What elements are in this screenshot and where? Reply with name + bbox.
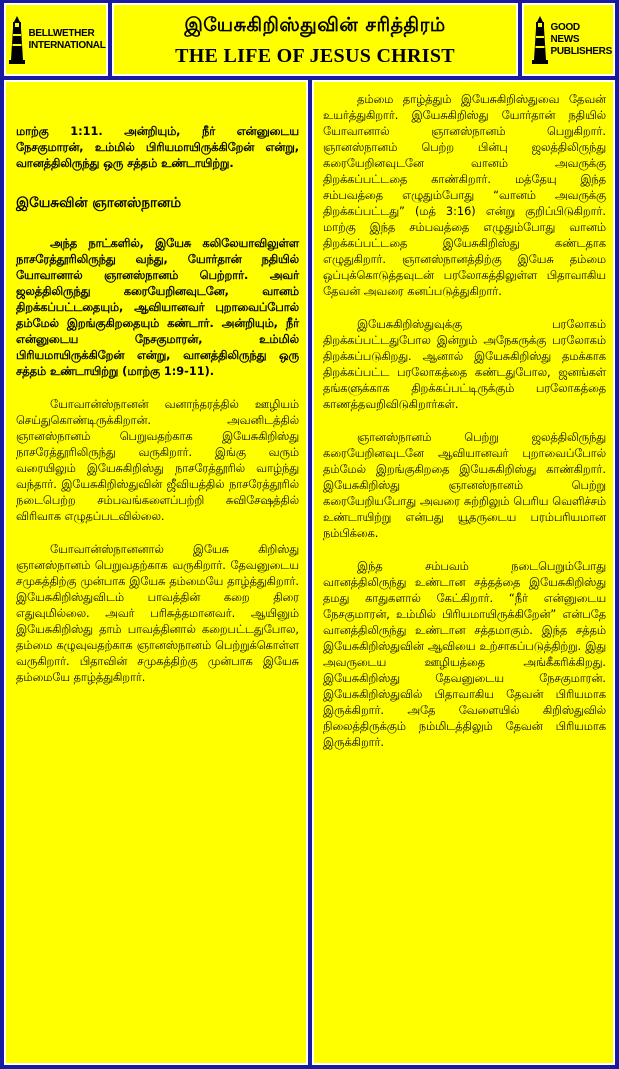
left-column bbox=[4, 80, 308, 1065]
bellwether-logo-panel bbox=[4, 3, 108, 76]
lighthouse-icon bbox=[7, 14, 27, 66]
left-paragraph-2: யோவான்ஸ்நானனால் இயேசு கிறிஸ்து ஞானஸ்நானம் பெறுவதற்காக வருகிறார். தேவனுடைய சமுகத்திற்கு முன்பாக இயேசு தம்மையே தாழ்த்துகிறார். இயேசுகிறிஸ்துவிடம் பாவத்தின் கறை திரை எதுவுமில்லை. அவர் பரிசுத்தமானவர். ஆயினும் இயேசுகிறிஸ்து தாம் பாவத்தினால் கறைபட்டதுபோல, தம்மை கழுவுவதற்காக ஞானஸ்நானம் பெற்றுக்கொள்ள வருகிறார். பிதாவின் சமுகத்திற்கு முன்பாக இயேசு தம்மையே தாழ்த்துகிறார். bbox=[16, 543, 299, 684]
good-news-logo-panel bbox=[522, 3, 615, 76]
left-paragraph-1: யோவான்ஸ்நானன் வனாந்தரத்தில் ஊழியம் செய்துகொண்டிருக்கிறான். அவனிடத்தில் ஞானஸ்நானம் பெறுவதற்காக இயேசுகிறிஸ்து நாசரேத்தூரிலிருந்து வருகிறார். இங்கு வரும் வரையிலும் இயேசுகிறிஸ்து நாசரேத்தூரில் வாழ்ந்து வந்தார். இயேசுகிறிஸ்துவின் ஜீவியத்தில் நாசரேத்தூரில் நடைபெற்ற சம்பவங்களைப்பற்றி சுவிசேஷத்தில் விரிவாக எழுதப்படவில்லை. bbox=[16, 398, 299, 523]
bellwether-logo bbox=[6, 5, 106, 74]
bellwether-logo-text: BELLWETHER INTERNATIONAL bbox=[28, 27, 106, 51]
scripture-passage: அந்த நாட்களில், இயேசு கலிலேயாவிலுள்ள நாசரேத்தூரிலிருந்து வந்து, யோர்தான் நதியில் யோவானால் ஞானஸ்நானம் பெற்றார். அவர் ஜலத்திலிருந்து கரையேறினவுடனே, வானம் திறக்கப்பட்டதையும், ஆவியானவர் புறாவைப்போல் தம்மேல் இறங்குகிறதையும் கண்டார். அன்றியும், நீர் என்னுடைய நேசகுமாரன், உம்மில் பிரியமாயிருக்கிறேன் என்று, வானத்திலிருந்து ஒரு சத்தம் உண்டாயிற்று (மாற்கு 1:9-11). bbox=[16, 237, 299, 378]
right-paragraph-4: இந்த சம்பவம் நடைபெறும்போது வானத்திலிருந்து உண்டான சத்தத்தை இயேசுகிறிஸ்து தமது காதுகளால் கேட்கிறார். “நீர் என்னுடைய நேசகுமாரன், உம்மில் பிரியமாயிருக்கிறேன்” என்பதே வானத்திலிருந்து உண்டான சத்தமாகும். இந்த சத்தம் இயேசுகிறிஸ்துவின் ஆவியை உற்சாகப்படுத்திற்று. இது அவருடைய ஊழியத்தை அங்கீகரிக்கிறது. இயேசுகிறிஸ்து தேவனுடைய நேசகுமாரன். இயேசுகிறிஸ்துவில் பிதாவாகிய தேவன் பிரியமாக இருக்கிறார். அதே வேளையில் கிறிஸ்துவில் நிலைத்திருக்கும் நம்மிடத்திலும் தேவன் பிரியமாக இருக்கிறார். bbox=[323, 560, 606, 749]
right-column bbox=[312, 80, 615, 1065]
lighthouse-icon bbox=[531, 14, 549, 66]
right-paragraph-3: ஞானஸ்நானம் பெற்று ஜலத்திலிருந்து கரையேறினவுடனே ஆவியானவர் புறாவைப்போல் தம்மேல் இறங்குகிறதை இயேசுகிறிஸ்து காண்கிறார். இயேசுகிறிஸ்து ஞானஸ்நானம் பெற்று கரையேறியபோது அவரை சுற்றிலும் பெரிய வெளிச்சம் உண்டாயிற்று என்பது யூதருடைய பரம்பரியமான நம்பிக்கை. bbox=[323, 431, 606, 540]
title-english: THE LIFE OF JESUS CHRIST bbox=[175, 45, 455, 67]
opening-verse: மாற்கு 1:11. அன்றியும், நீர் என்னுடைய நேசகுமாரன், உம்மில் பிரியமாயிருக்கிறேன் என்று, வானத்திலிருந்து ஒரு சத்தம் உண்டாயிற்று. bbox=[16, 125, 299, 170]
right-paragraph-1: தம்மை தாழ்த்தும் இயேசுகிறிஸ்துவை தேவன் உயர்த்துகிறார். இயேசுகிறிஸ்து யோர்தான் நதியில் யோவானால் ஞானஸ்நானம் பெறுகிறார். ஞானஸ்நானம் பெற்ற பின்பு ஜலத்திலிருந்து கரையேறினவுடனே வானம் அவருக்கு திறக்கப்பட்டதை காண்கிறார். மத்தேயு இந்த சம்பவத்தை எழுதும்போது “வானம் அவருக்கு திறக்கப்பட்டது” (மத் 3:16) என்று குறிப்பிடுகிறார். மாற்கு இந்த சம்பவத்தை எழுதும்போது வானம் திறக்கப்பட்டதை இயேசுகிறிஸ்து கண்டதாக எழுதுகிறார். ஞானஸ்நானத்திற்கு இயேசு தம்மை ஒப்புக்கொடுத்தவுடன் பரலோகத்திலுள்ள பிதாவாகிய தேவன் அவரை கனப்படுத்துகிறார். bbox=[323, 93, 606, 298]
section-heading: இயேசுவின் ஞானஸ்நானம் bbox=[16, 195, 182, 211]
good-news-logo bbox=[524, 5, 613, 74]
title-tamil: இயேசுகிறிஸ்துவின் சரித்திரம் bbox=[184, 14, 446, 36]
title-panel bbox=[112, 3, 518, 76]
right-paragraph-2: இயேசுகிறிஸ்துவுக்கு பரலோகம் திறக்கப்பட்டதுபோல இன்றும் அநேகருக்கு பரலோகம் திறக்கப்படுகிறது. ஆனால் இயேசுகிறிஸ்து தமக்காக திறக்கப்பட்ட பரலோகத்தை கண்டதுபோல, ஜனங்கள் தங்களுக்காக திறக்கப்பட்டிருக்கும் பரலோகத்தை காணத்தவறிவிடுகிறார்கள். bbox=[323, 318, 606, 411]
good-news-logo-text: GOOD NEWS PUBLISHERS bbox=[550, 21, 612, 57]
